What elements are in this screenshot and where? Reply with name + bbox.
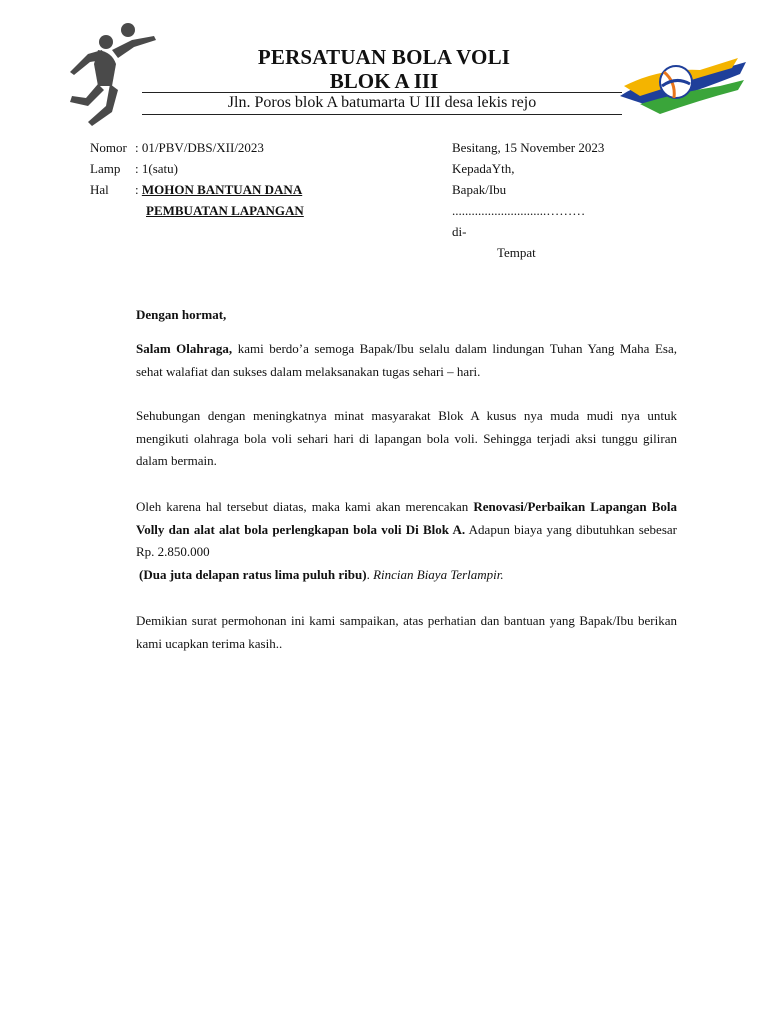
hal-label: Hal — [90, 182, 109, 197]
header-rule-top — [142, 92, 622, 93]
letter-date: Besitang, 15 November 2023 — [452, 140, 605, 155]
paragraph-3 — [136, 496, 677, 564]
p3-text2: Adapun biaya yang dibutuhkan sebesar Rp. 2.850.000 — [136, 521, 677, 559]
p4-sep: . — [366, 567, 374, 582]
lamp-label: Lamp — [90, 161, 121, 176]
p3-bold: Renovasi/Perbaikan Lapangan Bola Volly dan alat alat bola perlengkapan bola voli Di Blok A. — [136, 499, 677, 537]
p2-text: Sehubungan dengan meningkatnya minat masyarakat Blok A kusus nya muda mudi nya untuk mengikuti olahraga bola voli sehari hari di lapangan bola voli. Sehingga terjadi aksi tunggu giliran dalam bermain. — [136, 408, 677, 468]
hal-prefix: : — [135, 182, 142, 197]
p5-text: Demikian surat permohonan ini kami sampaikan, atas perhatian dan bantuan yang Bapak/Ibu berikan kami ucapkan terima kasih.. — [136, 613, 677, 651]
recipient-to: KepadaYth, — [452, 161, 515, 176]
recipient-name: Bapak/Ibu — [452, 182, 507, 197]
header-rule-bottom — [142, 114, 622, 115]
hal-subject-line2: PEMBUATAN LAPANGAN — [146, 203, 304, 218]
nomor-label: Nomor — [90, 140, 127, 155]
recipient-blank: .............................……… — [452, 203, 586, 218]
p1-text: kami berdo’a semoga Bapak/Ibu selalu dalam lindungan Tuhan Yang Maha Esa, sehat walafiat dan sukses dalam melaksanakan tugas sehari – hari. — [136, 341, 677, 379]
volleyball-splash-icon — [620, 56, 746, 118]
greeting-text: Dengan hormat, — [136, 307, 227, 322]
hal-value — [135, 179, 302, 200]
org-name-line2: BLOK A III — [329, 69, 439, 93]
hal-subject-line1: MOHON BANTUAN DANA — [141, 182, 303, 197]
nomor-value: : 01/PBV/DBS/XII/2023 — [135, 140, 264, 155]
paragraph-1 — [136, 338, 677, 383]
org-name-line1: PERSATUAN BOLA VOLI — [257, 45, 511, 69]
lamp-value: : 1(satu) — [135, 161, 178, 176]
p4-italic: Rincian Biaya Terlampir. — [373, 567, 504, 582]
recipient-tempat: Tempat — [497, 245, 536, 260]
paragraph-2 — [136, 405, 677, 473]
recipient-di: di- — [452, 224, 467, 239]
p1-bold: Salam Olahraga, — [136, 341, 233, 356]
p3-text1: Oleh karena hal tersebut diatas, maka kami akan merencakan — [136, 499, 474, 514]
org-address: Jln. Poros blok A batumarta U III desa lekis rejo — [227, 94, 537, 111]
greeting — [136, 304, 677, 327]
paragraph-4 — [139, 564, 680, 587]
paragraph-5 — [136, 610, 677, 655]
p4-bold: (Dua juta delapan ratus lima puluh ribu) — [139, 567, 367, 582]
